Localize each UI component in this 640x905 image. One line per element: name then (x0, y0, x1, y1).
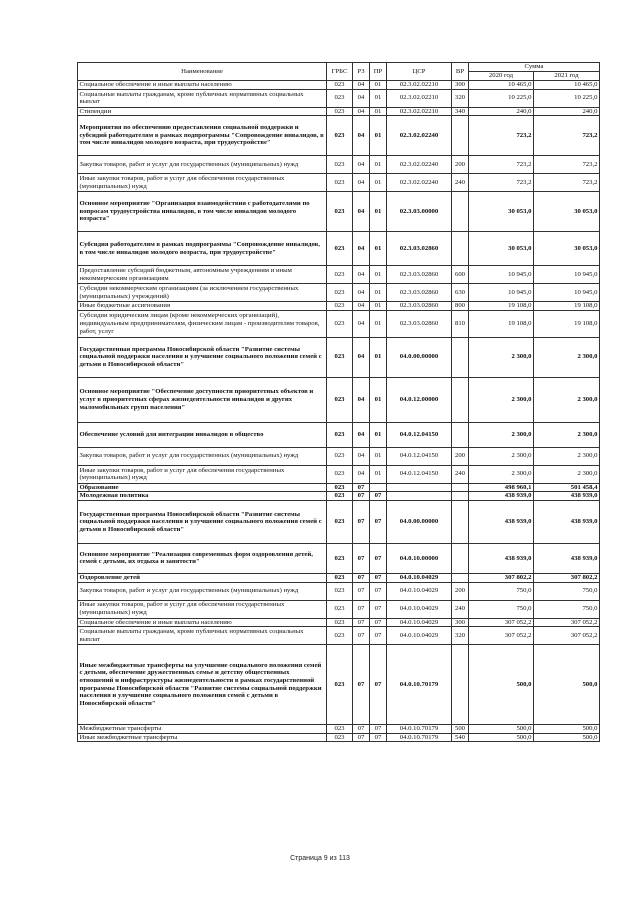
cell-grbs: 023 (327, 573, 353, 582)
cell-pr: 07 (370, 573, 387, 582)
cell-grbs: 023 (327, 337, 353, 377)
cell-2020: 307 052,2 (469, 618, 534, 627)
cell-pr: 07 (370, 733, 387, 742)
cell-2020: 30 053,0 (469, 192, 534, 232)
cell-name: Мероприятия по обеспечению предоставления социальной поддержки и субсидий работодателям в рамках подпрограммы "Сопровождение инвалидов, в том числе инвалидов молодого возраста, при трудоустройстве" (78, 116, 327, 156)
cell-vr (452, 573, 469, 582)
cell-grbs: 023 (327, 422, 353, 447)
cell-name: Закупка товаров, работ и услуг для государственных (муниципальных) нужд (78, 447, 327, 465)
cell-2020: 307 052,2 (469, 627, 534, 645)
cell-pr: 07 (370, 725, 387, 734)
cell-vr (452, 116, 469, 156)
cell-vr (452, 543, 469, 573)
cell-pr: 07 (370, 500, 387, 543)
cell-2020: 723,2 (469, 174, 534, 192)
cell-rz: 04 (353, 89, 370, 107)
cell-2021: 723,2 (534, 174, 600, 192)
cell-pr: 07 (370, 600, 387, 618)
cell-2020: 500,0 (469, 725, 534, 734)
cell-pr: 01 (370, 465, 387, 483)
cell-grbs: 023 (327, 232, 353, 266)
cell-vr: 320 (452, 89, 469, 107)
cell-rz: 07 (353, 600, 370, 618)
header-grbs: ГРБС (327, 63, 353, 81)
cell-name: Оздоровление детей (78, 573, 327, 582)
cell-2021: 750,0 (534, 582, 600, 600)
cell-vr: 540 (452, 733, 469, 742)
table-row (78, 543, 600, 573)
cell-2021: 19 108,0 (534, 302, 600, 311)
cell-2020: 723,2 (469, 156, 534, 174)
cell-rz: 04 (353, 266, 370, 284)
cell-2021: 750,0 (534, 600, 600, 618)
cell-grbs: 023 (327, 483, 353, 492)
cell-pr: 01 (370, 81, 387, 90)
cell-csr: 04.0.10.70179 (387, 725, 452, 734)
cell-vr (452, 232, 469, 266)
cell-rz: 07 (353, 543, 370, 573)
cell-rz: 04 (353, 116, 370, 156)
cell-name: Основное мероприятие "Организация взаимодействия с работодателями по вопросам трудоустройства инвалидов, в том числе инвалидов молодого возраста" (78, 192, 327, 232)
cell-vr: 630 (452, 284, 469, 302)
cell-vr: 240 (452, 600, 469, 618)
cell-vr: 240 (452, 174, 469, 192)
cell-rz: 04 (353, 192, 370, 232)
cell-grbs: 023 (327, 377, 353, 422)
cell-csr: 04.0.10.00000 (387, 543, 452, 573)
cell-2021: 500,0 (534, 733, 600, 742)
cell-2020: 2 300,0 (469, 465, 534, 483)
budget-table (77, 62, 600, 742)
cell-2020: 10 945,0 (469, 284, 534, 302)
cell-2021: 240,0 (534, 107, 600, 116)
cell-name: Государственная программа Новосибирской области "Развитие системы социальной поддержки населения и улучшение социального положения семей с детьми в Новосибирской области" (78, 337, 327, 377)
cell-name: Иные закупки товаров, работ и услуг для обеспечения государственных (муниципальных) нужд (78, 174, 327, 192)
cell-name: Субсидии юридическим лицам (кроме некоммерческих организаций), индивидуальным предпринимателям, физическим лицам - производителям товаров, работ, услуг (78, 310, 327, 337)
table-row (78, 192, 600, 232)
cell-pr: 07 (370, 627, 387, 645)
table-row (78, 89, 600, 107)
cell-pr: 07 (370, 645, 387, 725)
cell-grbs: 023 (327, 733, 353, 742)
cell-2021: 307 052,2 (534, 618, 600, 627)
cell-csr: 02.3.03.00000 (387, 192, 452, 232)
cell-csr: 04.0.12.04150 (387, 447, 452, 465)
cell-csr (387, 492, 452, 501)
cell-csr: 04.0.00.00000 (387, 500, 452, 543)
header-pr: ПР (370, 63, 387, 81)
cell-grbs: 023 (327, 627, 353, 645)
cell-grbs: 023 (327, 81, 353, 90)
cell-grbs: 023 (327, 492, 353, 501)
cell-vr (452, 422, 469, 447)
cell-rz: 07 (353, 500, 370, 543)
table-row (78, 733, 600, 742)
table-row (78, 310, 600, 337)
cell-2020: 723,2 (469, 116, 534, 156)
budget-table-sheet (77, 62, 599, 742)
table-row (78, 492, 600, 501)
cell-vr: 600 (452, 266, 469, 284)
cell-rz: 04 (353, 310, 370, 337)
cell-csr: 02.3.03.02860 (387, 310, 452, 337)
cell-pr: 07 (370, 543, 387, 573)
cell-csr: 02.3.02.02240 (387, 174, 452, 192)
cell-2021: 2 300,0 (534, 337, 600, 377)
cell-csr: 04.0.10.04029 (387, 627, 452, 645)
cell-csr: 04.0.10.04029 (387, 582, 452, 600)
cell-csr: 04.0.10.04029 (387, 600, 452, 618)
header-vr: ВР (452, 63, 469, 81)
table-row (78, 725, 600, 734)
cell-2020: 438 939,0 (469, 500, 534, 543)
cell-vr: 200 (452, 582, 469, 600)
cell-2021: 2 300,0 (534, 465, 600, 483)
cell-name: Закупка товаров, работ и услуг для государственных (муниципальных) нужд (78, 582, 327, 600)
cell-rz: 07 (353, 627, 370, 645)
cell-2021: 500,0 (534, 645, 600, 725)
table-row (78, 422, 600, 447)
table-row (78, 107, 600, 116)
header-rz: РЗ (353, 63, 370, 81)
cell-name: Субсидии некоммерческим организациям (за исключением государственных (муниципальных) учреждений) (78, 284, 327, 302)
cell-csr: 02.3.03.02860 (387, 302, 452, 311)
cell-grbs: 023 (327, 174, 353, 192)
cell-2020: 500,0 (469, 645, 534, 725)
cell-name: Предоставление субсидий бюджетным, автономным учреждениям и иным некоммерческим организациям (78, 266, 327, 284)
cell-grbs: 023 (327, 116, 353, 156)
table-row (78, 266, 600, 284)
cell-vr (452, 377, 469, 422)
cell-2021: 19 108,0 (534, 310, 600, 337)
cell-2020: 307 802,2 (469, 573, 534, 582)
cell-csr: 04.0.12.00000 (387, 377, 452, 422)
cell-2020: 10 225,0 (469, 89, 534, 107)
cell-2020: 19 108,0 (469, 310, 534, 337)
table-row (78, 174, 600, 192)
table-row (78, 447, 600, 465)
cell-pr: 01 (370, 447, 387, 465)
cell-name: Иные межбюджетные трансферты (78, 733, 327, 742)
cell-vr: 340 (452, 107, 469, 116)
cell-rz: 04 (353, 81, 370, 90)
cell-grbs: 023 (327, 156, 353, 174)
cell-csr (387, 483, 452, 492)
cell-grbs: 023 (327, 310, 353, 337)
cell-rz: 07 (353, 645, 370, 725)
cell-2021: 10 225,0 (534, 89, 600, 107)
cell-grbs: 023 (327, 618, 353, 627)
cell-rz: 04 (353, 377, 370, 422)
cell-vr: 300 (452, 81, 469, 90)
cell-2020: 500,0 (469, 733, 534, 742)
table-row (78, 500, 600, 543)
cell-grbs: 023 (327, 543, 353, 573)
cell-2020: 10 465,0 (469, 81, 534, 90)
cell-2020: 438 939,0 (469, 492, 534, 501)
cell-grbs: 023 (327, 302, 353, 311)
cell-rz: 07 (353, 483, 370, 492)
cell-vr (452, 645, 469, 725)
cell-2021: 2 300,0 (534, 377, 600, 422)
table-row (78, 645, 600, 725)
cell-pr: 07 (370, 618, 387, 627)
table-row (78, 302, 600, 311)
cell-pr: 01 (370, 89, 387, 107)
cell-vr (452, 192, 469, 232)
cell-pr: 01 (370, 174, 387, 192)
cell-vr: 200 (452, 447, 469, 465)
cell-vr: 800 (452, 302, 469, 311)
cell-2020: 10 945,0 (469, 266, 534, 284)
cell-csr: 02.3.02.02210 (387, 89, 452, 107)
cell-2020: 2 300,0 (469, 337, 534, 377)
table-row (78, 116, 600, 156)
cell-vr (452, 337, 469, 377)
cell-2021: 307 802,2 (534, 573, 600, 582)
cell-2021: 723,2 (534, 116, 600, 156)
cell-2021: 438 939,0 (534, 492, 600, 501)
cell-vr: 810 (452, 310, 469, 337)
cell-2021: 500,0 (534, 725, 600, 734)
cell-rz: 04 (353, 465, 370, 483)
cell-pr: 01 (370, 302, 387, 311)
cell-pr: 01 (370, 337, 387, 377)
cell-vr: 300 (452, 618, 469, 627)
cell-rz: 07 (353, 582, 370, 600)
cell-name: Основное мероприятие "Реализация современных форм оздоровления детей, семей с детьми, их отдыха и занятости" (78, 543, 327, 573)
cell-name: Основное мероприятие "Обеспечение доступности приоритетных объектов и услуг в приоритетных сферах жизнедеятельности инвалидов и других маломобильных групп населения" (78, 377, 327, 422)
cell-grbs: 023 (327, 266, 353, 284)
cell-name: Социальное обеспечение и иные выплаты населению (78, 618, 327, 627)
header-name: Наименование (78, 63, 327, 81)
table-row (78, 377, 600, 422)
cell-name: Государственная программа Новосибирской области "Развитие системы социальной поддержки населения и улучшение социального положения семей с детьми в Новосибирской области" (78, 500, 327, 543)
cell-rz: 07 (353, 492, 370, 501)
cell-vr (452, 483, 469, 492)
cell-rz: 04 (353, 232, 370, 266)
cell-grbs: 023 (327, 645, 353, 725)
cell-2021: 501 458,4 (534, 483, 600, 492)
cell-name: Иные межбюджетные трансферты на улучшение социального положения семей с детьми, обеспечение дружественных семье и детству общественных отношений и инфраструктуры жизнедеятельности в рамках государственной программы Новосибирской области "Развитие системы социальной поддержки населения и улучшение социального положения семей с детьми в Новосибирской области" (78, 645, 327, 725)
cell-name: Социальные выплаты гражданам, кроме публичных нормативных социальных выплат (78, 627, 327, 645)
cell-2020: 240,0 (469, 107, 534, 116)
cell-grbs: 023 (327, 107, 353, 116)
table-row (78, 156, 600, 174)
cell-name: Иные бюджетные ассигнования (78, 302, 327, 311)
cell-pr: 01 (370, 192, 387, 232)
cell-grbs: 023 (327, 284, 353, 302)
cell-csr: 04.0.12.04150 (387, 465, 452, 483)
table-row (78, 582, 600, 600)
cell-vr: 500 (452, 725, 469, 734)
cell-csr: 04.0.10.70179 (387, 645, 452, 725)
cell-csr: 04.0.10.70179 (387, 733, 452, 742)
cell-2020: 30 053,0 (469, 232, 534, 266)
table-row (78, 618, 600, 627)
cell-pr: 01 (370, 232, 387, 266)
cell-csr: 02.3.03.02860 (387, 266, 452, 284)
cell-pr: 01 (370, 422, 387, 447)
cell-2020: 2 300,0 (469, 377, 534, 422)
cell-rz: 07 (353, 725, 370, 734)
cell-grbs: 023 (327, 582, 353, 600)
cell-csr: 04.0.10.04029 (387, 618, 452, 627)
cell-rz: 04 (353, 174, 370, 192)
header-year-2020: 2020 год (469, 72, 534, 81)
cell-rz: 04 (353, 156, 370, 174)
cell-pr: 01 (370, 266, 387, 284)
cell-name: Субсидия работодателям в рамках подпрограммы "Сопровождение инвалидов, в том числе инвалидов молодого возраста, при трудоустройстве" (78, 232, 327, 266)
cell-grbs: 023 (327, 447, 353, 465)
cell-csr: 02.3.03.02860 (387, 232, 452, 266)
header-sum: Сумма (469, 63, 600, 72)
table-row (78, 284, 600, 302)
cell-2021: 438 939,0 (534, 500, 600, 543)
table-body (78, 81, 600, 742)
cell-vr (452, 492, 469, 501)
header-csr: ЦСР (387, 63, 452, 81)
cell-grbs: 023 (327, 89, 353, 107)
cell-pr (370, 483, 387, 492)
cell-2020: 438 939,0 (469, 543, 534, 573)
cell-rz: 07 (353, 618, 370, 627)
table-row (78, 600, 600, 618)
cell-grbs: 023 (327, 192, 353, 232)
cell-csr: 04.0.10.04029 (387, 573, 452, 582)
cell-name: Обеспечение условий для интеграции инвалидов в общество (78, 422, 327, 447)
cell-rz: 04 (353, 422, 370, 447)
cell-csr: 02.3.02.02240 (387, 156, 452, 174)
cell-pr: 01 (370, 310, 387, 337)
cell-csr: 04.0.12.04150 (387, 422, 452, 447)
cell-pr: 01 (370, 377, 387, 422)
cell-2020: 498 960,1 (469, 483, 534, 492)
cell-2021: 10 465,0 (534, 81, 600, 90)
cell-csr: 02.3.02.02210 (387, 81, 452, 90)
cell-grbs: 023 (327, 725, 353, 734)
cell-csr: 02.3.02.02240 (387, 116, 452, 156)
cell-2020: 2 300,0 (469, 447, 534, 465)
page-footer: Страница 9 из 113 (290, 855, 350, 862)
cell-rz: 07 (353, 573, 370, 582)
cell-vr: 240 (452, 465, 469, 483)
cell-rz: 04 (353, 302, 370, 311)
cell-pr: 01 (370, 156, 387, 174)
cell-2020: 19 108,0 (469, 302, 534, 311)
cell-pr: 01 (370, 284, 387, 302)
cell-rz: 04 (353, 447, 370, 465)
cell-2021: 30 053,0 (534, 232, 600, 266)
cell-name: Стипендии (78, 107, 327, 116)
cell-name: Молодежная политика (78, 492, 327, 501)
cell-2021: 10 945,0 (534, 266, 600, 284)
cell-pr: 01 (370, 107, 387, 116)
cell-2021: 30 053,0 (534, 192, 600, 232)
cell-name: Социальные выплаты гражданам, кроме публичных нормативных социальных выплат (78, 89, 327, 107)
cell-pr: 07 (370, 582, 387, 600)
cell-rz: 04 (353, 107, 370, 116)
table-row (78, 337, 600, 377)
cell-rz: 07 (353, 733, 370, 742)
cell-vr (452, 500, 469, 543)
table-row (78, 232, 600, 266)
table-row (78, 81, 600, 90)
cell-2020: 750,0 (469, 582, 534, 600)
cell-2021: 307 052,2 (534, 627, 600, 645)
table-row (78, 627, 600, 645)
cell-grbs: 023 (327, 600, 353, 618)
cell-vr: 320 (452, 627, 469, 645)
cell-pr: 01 (370, 116, 387, 156)
cell-grbs: 023 (327, 500, 353, 543)
cell-name: Образование (78, 483, 327, 492)
cell-csr: 02.3.02.02210 (387, 107, 452, 116)
cell-vr: 200 (452, 156, 469, 174)
cell-name: Иные закупки товаров, работ и услуг для обеспечения государственных (муниципальных) нужд (78, 465, 327, 483)
cell-2020: 2 300,0 (469, 422, 534, 447)
cell-pr: 07 (370, 492, 387, 501)
table-row (78, 483, 600, 492)
cell-2021: 2 300,0 (534, 422, 600, 447)
cell-rz: 04 (353, 284, 370, 302)
table-row (78, 573, 600, 582)
cell-2020: 750,0 (469, 600, 534, 618)
cell-rz: 04 (353, 337, 370, 377)
cell-csr: 02.3.03.02860 (387, 284, 452, 302)
cell-name: Межбюджетные трансферты (78, 725, 327, 734)
cell-2021: 10 945,0 (534, 284, 600, 302)
cell-csr: 04.0.00.00000 (387, 337, 452, 377)
cell-2021: 438 939,0 (534, 543, 600, 573)
cell-name: Социальное обеспечение и иные выплаты населению (78, 81, 327, 90)
cell-2021: 723,2 (534, 156, 600, 174)
cell-name: Закупка товаров, работ и услуг для государственных (муниципальных) нужд (78, 156, 327, 174)
cell-name: Иные закупки товаров, работ и услуг для обеспечения государственных (муниципальных) нужд (78, 600, 327, 618)
cell-2021: 2 300,0 (534, 447, 600, 465)
header-year-2021: 2021 год (534, 72, 600, 81)
table-row (78, 465, 600, 483)
cell-grbs: 023 (327, 465, 353, 483)
